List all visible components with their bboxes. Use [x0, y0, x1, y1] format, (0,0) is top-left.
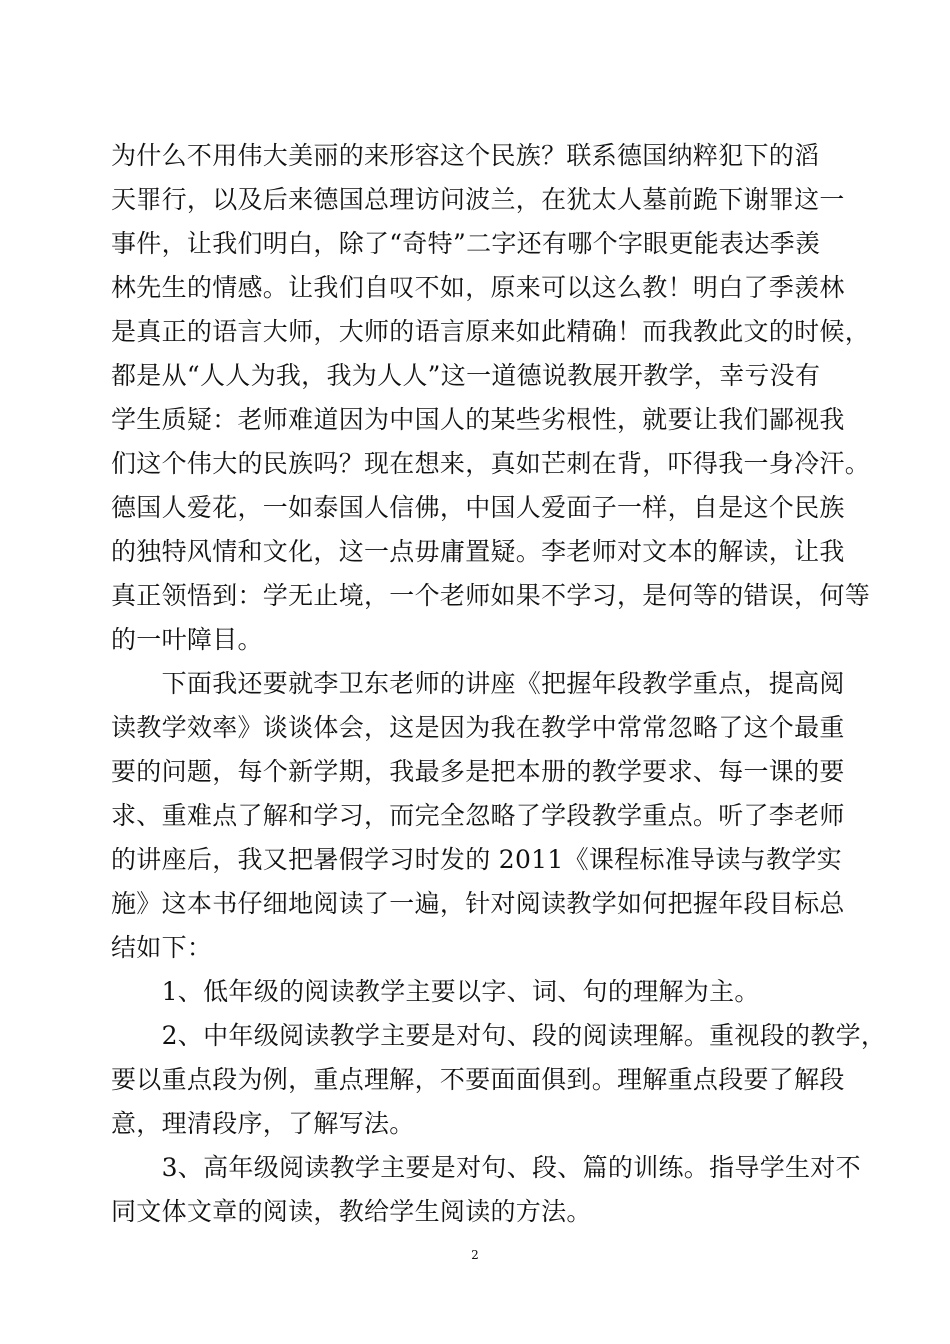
text-line: 真正领悟到：学无止境，一个老师如果不学习，是何等的错误，何等: [111, 581, 871, 610]
text-line: 的独特风情和文化，这一点毋庸置疑。李老师对文本的解读，让我: [111, 537, 845, 566]
text-line: 的讲座后，我又把暑假学习时发的 2011《课程标准导读与教学实: [111, 845, 842, 874]
text-line: 是真正的语言大师，大师的语言原来如此精确！而我教此文的时候，: [111, 317, 871, 346]
text-line: 施》这本书仔细地阅读了一遍，针对阅读教学如何把握年段目标总: [111, 889, 845, 918]
text-line: 2、中年级阅读教学主要是对句、段的阅读理解。重视段的教学，: [111, 1021, 887, 1050]
text-line: 天罪行，以及后来德国总理访问波兰，在犹太人墓前跪下谢罪这一: [111, 185, 845, 214]
text-line: 要的问题，每个新学期，我最多是把本册的教学要求、每一课的要: [111, 757, 845, 786]
text-line: 结如下：: [111, 933, 213, 962]
text-line: 意，理清段序，了解写法。: [111, 1109, 415, 1138]
text-line: 求、重难点了解和学习，而完全忽略了学段教学重点。听了李老师: [111, 801, 845, 830]
text-line: 同文体文章的阅读，教给学生阅读的方法。: [111, 1197, 592, 1226]
text-line: 学生质疑：老师难道因为中国人的某些劣根性，就要让我们鄙视我: [111, 405, 845, 434]
text-line: 的一叶障目。: [111, 625, 263, 654]
text-line: 读教学效率》谈谈体会，这是因为我在教学中常常忽略了这个最重: [111, 713, 845, 742]
text-line: 德国人爱花，一如泰国人信佛，中国人爱面子一样，自是这个民族: [111, 493, 845, 522]
text-line: 为什么不用伟大美丽的来形容这个民族？联系德国纳粹犯下的滔: [111, 141, 820, 170]
text-line: 1、低年级的阅读教学主要以字、词、句的理解为主。: [111, 977, 760, 1006]
text-line: 要以重点段为例，重点理解，不要面面俱到。理解重点段要了解段: [111, 1065, 845, 1094]
text-line: 林先生的情感。让我们自叹不如，原来可以这么教！明白了季羡林: [111, 273, 845, 302]
text-line: 们这个伟大的民族吗？现在想来，真如芒刺在背，吓得我一身冷汗。: [111, 449, 871, 478]
text-line: 都是从“人人为我，我为人人”这一道德说教展开教学，幸亏没有: [111, 361, 821, 390]
text-line: 下面我还要就李卫东老师的讲座《把握年段教学重点，提高阅: [111, 669, 845, 698]
text-line: 3、高年级阅读教学主要是对句、段、篇的训练。指导学生对不: [111, 1153, 861, 1182]
text-line: 事件，让我们明白，除了“奇特”二字还有哪个字眼更能表达季羡: [111, 229, 821, 258]
page-number: 2: [471, 1248, 479, 1262]
